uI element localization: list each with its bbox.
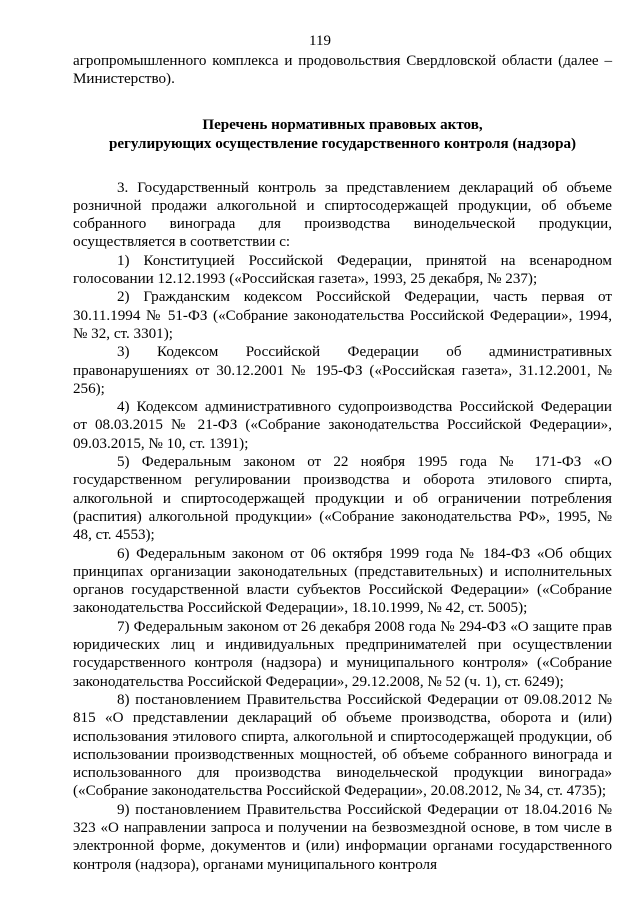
list-item-9: 9) постановлением Правительства Российской Федерации от 18.04.2016 № 323 «О направлении запроса и получении на безвозмездной основе, в том числе в электронной форме, документов и (или) информации органами государственного контроля (надзора), органами муниципального контроля xyxy=(73,801,612,873)
page-content xyxy=(73,52,612,874)
section-heading xyxy=(73,116,612,154)
list-item-3: 3) Кодексом Российской Федерации об административных правонарушениях от 30.12.2001 № 195-ФЗ («Российская газета», 31.12.2001, № 256); xyxy=(73,344,612,397)
list-item-2: 2) Гражданским кодексом Российской Федерации, часть первая от 30.11.1994 № 51-ФЗ («Собрание законодательства Российской Федерации», 1994, № 32, ст. 3301); xyxy=(73,289,612,342)
page-number: 119 xyxy=(309,33,331,49)
section-heading-line-1: Перечень нормативных правовых актов, xyxy=(202,116,483,133)
list-item-1: 1) Конституцией Российской Федерации, принятой на всенародном голосовании 12.12.1993 («Российская газета», 1993, 25 декабря, № 237); xyxy=(73,252,612,288)
paragraph-clause-3: 3. Государственный контроль за представлением деклараций об объеме розничной продажи алкогольной и спиртосодержащей продукции, об объеме собранного винограда для производства винодельческой продукции, осуществляется в соответствии с: xyxy=(73,179,612,251)
intro-paragraph: агропромышленного комплекса и продовольствия Свердловской области (далее – Министерство). xyxy=(73,53,612,88)
section-heading-line-2: регулирующих осуществление государственного контроля (надзора) xyxy=(108,135,577,152)
list-item-7: 7) Федеральным законом от 26 декабря 2008 года № 294-ФЗ «О защите прав юридических лиц и индивидуальных предпринимателей при осуществлении государственного контроля (надзора) и муниципального контроля» («Собрание законодательства Российской Федерации», 29.12.2008, № 52 (ч. 1), ст. 6249); xyxy=(73,618,612,690)
list-item-4: 4) Кодексом административного судопроизводства Российской Федерации от 08.03.2015 № 21-ФЗ («Собрание законодательства Российской Федерации», 09.03.2015, № 10, ст. 1391); xyxy=(73,399,612,452)
list-item-6: 6) Федеральным законом от 06 октября 1999 года № 184-ФЗ «Об общих принципах организации законодательных (представительных) и исполнительных органов государственной власти субъектов Российской Федерации» («Собрание законодательства Российской Федерации», 18.10.1999, № 42, ст. 5005); xyxy=(73,545,612,617)
list-item-5: 5) Федеральным законом от 22 ноября 1995 года № 171-ФЗ «О государственном регулировании производства и оборота этилового спирта, алкогольной и спиртосодержащей продукции и об ограничении потребления (распития) алкогольной продукции» («Собрание законодательства РФ», 1995, № 48, ст. 4553); xyxy=(73,454,612,544)
list-item-8: 8) постановлением Правительства Российской Федерации от 09.08.2012 № 815 «О представлении деклараций об объеме производства, оборота и (или) использования этилового спирта, алкогольной и спиртосодержащей продукции, об использовании производственных мощностей, об объеме собранного винограда и использованного для производства винодельческой продукции винограда» («Собрание законодательства Российской Федерации», 20.08.2012, № 34, ст. 4735); xyxy=(73,691,612,800)
